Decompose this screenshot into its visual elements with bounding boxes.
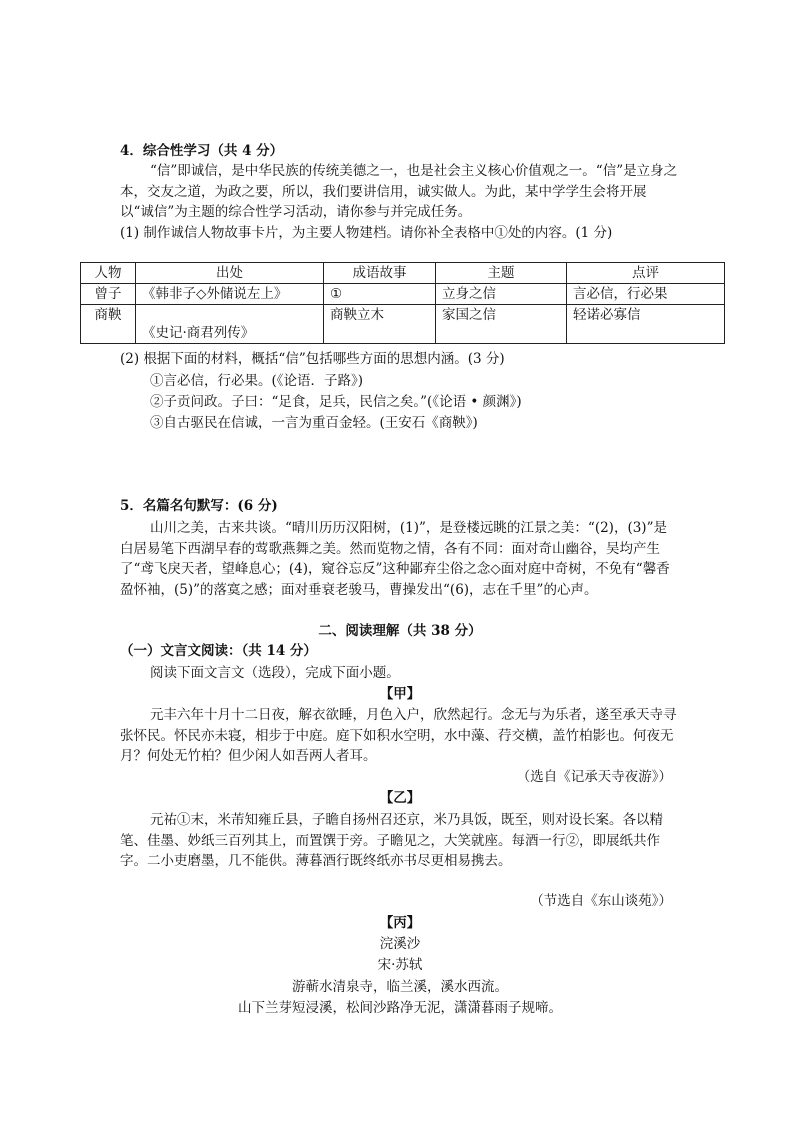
section-title: 二、阅读理解（共 38 分） <box>318 623 482 639</box>
table-row <box>81 305 725 344</box>
table-cell: 立身之信 <box>436 284 567 305</box>
character-table <box>80 262 725 344</box>
source-jia: （选自《记承天寺夜游》） <box>516 769 672 785</box>
table-cell: 轻诺必寡信 <box>567 305 725 344</box>
q4-title: 4．综合性学习（共 4 分） <box>120 143 284 159</box>
table-cell: 《韩非子◇外储说左上》 <box>136 284 324 305</box>
table-cell: 《史记·商君列传》 <box>136 305 324 344</box>
passage-yi: 元祐①末，米芾知雍丘县，子瞻自扬州召还京，米乃具饭，既至，则对设长案。各以精笔、佳墨、妙纸三百列其上，而置馔于旁。子瞻见之，大笑就座。每酒一行②，即展纸共作字。二小吏磨墨，几不能供。薄暮酒行既终纸亦书尽更相易携去。 <box>120 812 663 869</box>
material-item: ①言必信，行必果。(《论语．子路》) <box>150 373 364 389</box>
table-cell: 商鞅 <box>81 305 136 344</box>
q5-text: 山川之美，古来共谈。“晴川历历汉阳树，(1)”，是登楼远眺的江景之美：“(2)，(3)”是白居易笔下西湖早春的莺歌燕舞之美。然而览物之情，各有不同：面对奇山幽谷，吴均产生了“鸢飞戾天者，望峰息心；(4)，窥谷忘反”这种鄙弃尘俗之念◇面对庭中奇树，不免有“馨香盈怀袖，(5)”的落寞之感；面对垂衰老骏马，曹操发出“(6)，志在千里”的心声。 <box>120 520 670 598</box>
poem-preface: 游蕲水清泉寺，临兰溪，溪水西流。 <box>292 979 508 995</box>
passage-jia: 元丰六年十月十二日夜，解衣欲睡，月色入户，欣然起行。念无与为乐者，遂至承天寺寻张怀民。怀民亦未寝，相步于中庭。庭下如积水空明，水中藻、荇交横，盖竹柏影也。何夜无月？何处无竹柏？但少闲人如吾两人者耳。 <box>120 707 677 764</box>
q4-intro: “信”即诚信，是中华民族的传统美德之一，也是社会主义核心价值观之一。“信”是立身之本，交友之道，为政之要，所以，我们要讲信用，诚实做人。为此，某中学学生会将开展以“诚信”为主题的综合性学习活动，请你参与并完成任务。 <box>120 163 678 220</box>
table-header: 点评 <box>567 263 725 284</box>
table-cell: 商鞅立木 <box>324 305 436 344</box>
table-header: 人物 <box>81 263 136 284</box>
instruction: 阅读下面文言文（选段），完成下面小题。 <box>150 665 400 681</box>
table-cell: 言必信，行必果 <box>567 284 725 305</box>
poem-title: 浣溪沙 <box>379 936 421 952</box>
table-cell: 家国之信 <box>436 305 567 344</box>
table-cell: ① <box>324 284 436 305</box>
passage-label-yi: 【乙】 <box>379 790 421 806</box>
material-item: ③自古驱民在信诚，一言为重百金轻。(王安石《商鞅》) <box>150 415 478 431</box>
table-header: 出处 <box>136 263 324 284</box>
passage-label-jia: 【甲】 <box>379 686 421 702</box>
q4-task2: (2) 根据下面的材料，概括“信”包括哪些方面的思想内涵。(3 分) <box>120 351 505 367</box>
poem-line: 山下兰芽短浸溪，松间沙路净无泥，潇潇暮雨子规啼。 <box>238 1000 562 1016</box>
poem-author: 宋·苏轼 <box>377 957 423 973</box>
material-item: ②子贡问政。子曰：“足食，足兵，民信之矣。”(《论语 • 颜渊》) <box>150 394 522 410</box>
table-row <box>81 284 725 305</box>
table-header: 主题 <box>436 263 567 284</box>
source-yi: （节选自《东山谈苑》） <box>530 893 672 909</box>
table-header: 成语故事 <box>324 263 436 284</box>
subsection-title: （一）文言文阅读：（共 14 分） <box>120 643 317 659</box>
q5-title: 5．名篇名句默写：(6 分) <box>120 498 278 514</box>
passage-label-bing: 【丙】 <box>379 915 421 931</box>
q4-task1: (1) 制作诚信人物故事卡片，为主要人物建档。请你补全表格中①处的内容。(1 分) <box>120 225 613 241</box>
table-cell: 曾子 <box>81 284 136 305</box>
